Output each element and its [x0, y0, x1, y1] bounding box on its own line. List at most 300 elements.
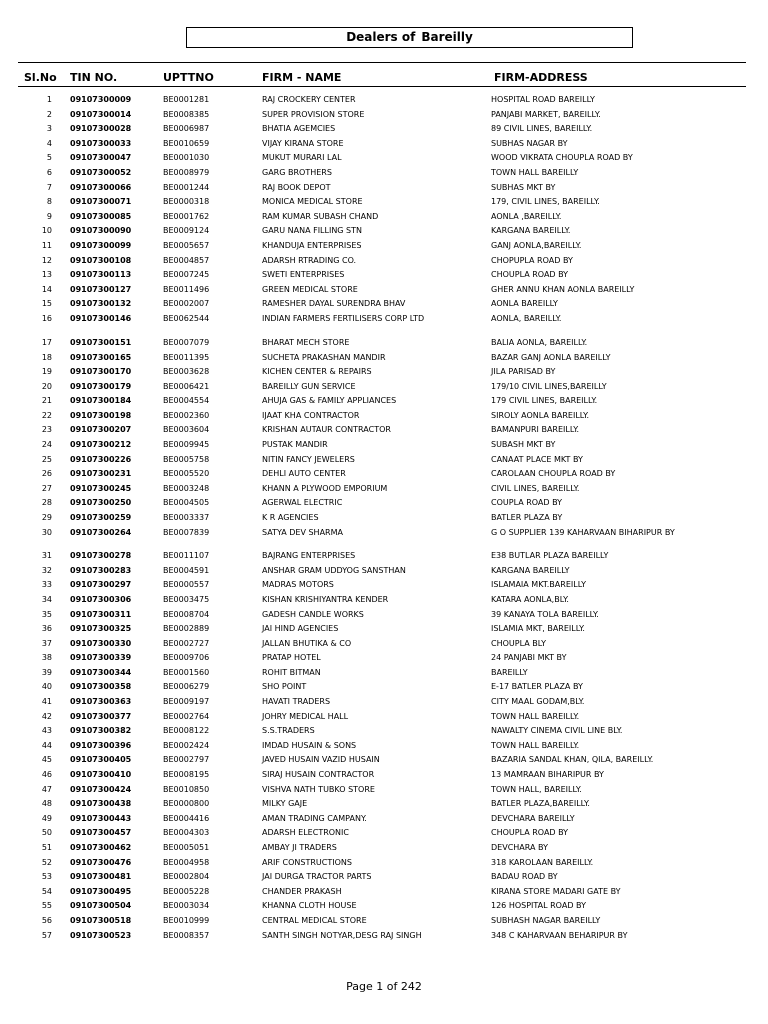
table-row: [0, 696, 768, 711]
row-tin: 09107300476: [70, 857, 132, 867]
row-tin: 09107300410: [70, 770, 132, 780]
row-tin: 09107300231: [70, 469, 132, 479]
row-tin: 09107300165: [70, 352, 132, 362]
row-upttno: BE0001244: [163, 182, 210, 192]
row-firm-address: KARGANA BAREILLY.: [491, 226, 571, 236]
row-tin: 09107300443: [70, 813, 132, 823]
row-firm-address: 126 HOSPITAL ROAD BY: [491, 901, 586, 911]
table-row: [0, 395, 768, 410]
row-upttno: BE0000318: [163, 197, 210, 207]
row-slno: 31: [41, 551, 52, 561]
row-tin: 09107300085: [70, 211, 132, 221]
row-upttno: BE0002727: [163, 638, 210, 648]
row-upttno: BE0008979: [163, 167, 210, 177]
row-firm-address: BAZAR GANJ AONLA BAREILLY: [491, 352, 611, 362]
table-row: [0, 109, 768, 124]
row-tin: 09107300504: [70, 901, 132, 911]
row-firm-name: RAJ CROCKERY CENTER: [262, 95, 356, 104]
row-upttno: BE0002764: [163, 711, 210, 721]
row-slno: 35: [41, 609, 52, 619]
row-firm-name: SUPER PROVISION STORE: [262, 109, 365, 119]
row-upttno: BE0005228: [163, 886, 210, 896]
row-tin: 09107300358: [70, 682, 132, 692]
row-tin: 09107300377: [70, 711, 132, 721]
row-slno: 1: [46, 95, 52, 104]
row-firm-address: E38 BUTLAR PLAZA BAREILLY: [491, 551, 609, 561]
row-slno: 45: [41, 755, 52, 765]
row-upttno: BE0002797: [163, 755, 210, 765]
page-title: [187, 30, 632, 44]
row-tin: 09107300363: [70, 697, 132, 707]
row-firm-name: VIJAY KIRANA STORE: [262, 138, 344, 148]
row-upttno: BE0003337: [163, 513, 210, 523]
row-tin: 09107300052: [70, 167, 132, 177]
row-firm-address: 179/10 CIVIL LINES,BAREILLY: [491, 381, 607, 391]
row-tin: 09107300146: [70, 313, 132, 323]
row-tin: 09107300108: [70, 255, 132, 265]
row-slno: 14: [41, 284, 52, 294]
title-box: [186, 27, 633, 48]
row-upttno: BE0005657: [163, 240, 210, 250]
row-slno: 37: [41, 638, 52, 648]
row-firm-address: TOWN HALL BAREILLY.: [491, 711, 580, 721]
row-slno: 8: [46, 197, 52, 207]
row-tin: 09107300259: [70, 513, 132, 523]
header-upttno: UPTTNO: [163, 71, 214, 84]
row-firm-name: JAVED HUSAIN VAZID HUSAIN: [262, 755, 380, 765]
row-firm-address: WOOD VIKRATA CHOUPLA ROAD BY: [491, 153, 633, 163]
table-row: [0, 410, 768, 425]
row-slno: 51: [41, 843, 52, 852]
row-upttno: BE0003628: [163, 367, 210, 377]
row-upttno: BE0009706: [163, 653, 210, 663]
row-upttno: BE0010659: [163, 138, 210, 148]
row-slno: 36: [41, 624, 52, 634]
table-row: [0, 915, 768, 930]
row-firm-name: K R AGENCIES: [262, 513, 319, 523]
table-row: [0, 550, 768, 565]
table-row: [0, 381, 768, 396]
row-slno: 9: [46, 211, 52, 221]
row-slno: 21: [41, 396, 52, 406]
row-upttno: BE0003248: [163, 483, 210, 493]
header-firm-address: FIRM-ADDRESS: [494, 71, 588, 84]
table-row: [0, 813, 768, 828]
row-firm-name: ANSHAR GRAM UDDYOG SANSTHAN: [262, 565, 406, 575]
row-firm-name: SUCHETA PRAKASHAN MANDIR: [262, 352, 386, 362]
row-firm-name: S.S.TRADERS: [262, 726, 315, 736]
row-tin: 09107300099: [70, 240, 132, 250]
row-firm-address: SUBASH MKT BY: [491, 440, 556, 450]
row-firm-address: CHOUPLA ROAD BY: [491, 828, 569, 838]
row-slno: 29: [41, 513, 52, 523]
row-slno: 27: [41, 483, 52, 493]
row-firm-address: 39 KANAYA TOLA BAREILLY.: [491, 609, 599, 619]
row-upttno: BE0002804: [163, 872, 210, 882]
row-slno: 26: [41, 469, 52, 479]
row-firm-address: KATARA AONLA,BLY.: [491, 594, 569, 604]
row-upttno: BE0004303: [163, 828, 210, 838]
row-upttno: BE0001560: [163, 667, 210, 677]
header-tin: TIN NO.: [70, 71, 118, 84]
row-firm-address: SIROLY AONLA BAREILLY.: [491, 410, 589, 420]
row-firm-name: GREEN MEDICAL STORE: [262, 284, 358, 294]
row-firm-name: JALLAN BHUTIKA & CO: [262, 638, 352, 648]
table-row: [0, 138, 768, 153]
row-tin: 09107300405: [70, 755, 132, 765]
row-firm-address: NAWALTY CINEMA CIVIL LINE BLY.: [491, 726, 623, 736]
row-slno: 16: [41, 313, 52, 323]
row-slno: 41: [41, 697, 52, 707]
table-row: [0, 886, 768, 901]
row-firm-name: GADESH CANDLE WORKS: [262, 609, 364, 619]
row-upttno: BE0003475: [163, 594, 210, 604]
table-row: [0, 609, 768, 624]
row-firm-address: KIRANA STORE MADARI GATE BY: [491, 886, 621, 896]
row-slno: 15: [41, 299, 52, 309]
table-row: [0, 667, 768, 682]
row-firm-address: AONLA, BAREILLY.: [491, 313, 562, 323]
table-row: [0, 313, 768, 337]
row-firm-name: KHANDUJA ENTERPRISES: [262, 240, 362, 250]
row-slno: 24: [41, 440, 52, 450]
row-tin: 09107300481: [70, 872, 132, 882]
row-firm-name: SHO POINT: [262, 682, 307, 692]
title-prefix: Dealers of: [346, 30, 416, 44]
row-firm-name: ADARSH RTRADING CO.: [262, 255, 357, 265]
row-firm-address: 179, CIVIL LINES, BAREILLY.: [491, 197, 600, 207]
table-row: [0, 638, 768, 653]
row-tin: 09107300179: [70, 381, 132, 391]
row-firm-name: CHANDER PRAKASH: [262, 886, 342, 896]
table-row: [0, 483, 768, 498]
row-slno: 46: [41, 770, 52, 780]
row-tin: 09107300014: [70, 109, 132, 119]
row-upttno: BE0001281: [163, 95, 210, 104]
row-firm-address: CHOPUPLA ROAD BY: [491, 255, 573, 265]
row-slno: 38: [41, 653, 52, 663]
table-row: [0, 842, 768, 857]
row-firm-name: IMDAD HUSAIN & SONS: [262, 740, 357, 750]
row-slno: 11: [41, 240, 52, 250]
row-tin: 09107300151: [70, 337, 132, 347]
row-upttno: BE0000557: [163, 580, 210, 590]
row-firm-name: RAM KUMAR SUBASH CHAND: [262, 211, 379, 221]
row-upttno: BE0009945: [163, 440, 210, 450]
row-firm-address: 24 PANJABI MKT BY: [491, 653, 567, 663]
table-row: [0, 337, 768, 352]
page-footer: Page 1 of 242: [346, 980, 422, 993]
table-row: [0, 439, 768, 454]
row-firm-address: SUBHAS NAGAR BY: [491, 138, 568, 148]
row-firm-name: RAMESHER DAYAL SURENDRA BHAV: [262, 299, 406, 309]
header-bottom-rule: [18, 86, 746, 87]
row-tin: 09107300113: [70, 270, 132, 280]
row-firm-address: SUBHASH NAGAR BAREILLY: [491, 915, 601, 925]
row-firm-address: CHOUPLA ROAD BY: [491, 270, 569, 280]
row-upttno: BE0003034: [163, 901, 210, 911]
row-upttno: BE0002007: [163, 299, 210, 309]
row-tin: 09107300264: [70, 527, 132, 537]
table-row: [0, 900, 768, 915]
row-tin: 09107300132: [70, 299, 132, 309]
row-firm-name: JOHRY MEDICAL HALL: [262, 711, 349, 721]
row-tin: 09107300066: [70, 182, 132, 192]
row-slno: 13: [41, 270, 52, 280]
row-tin: 09107300306: [70, 594, 132, 604]
table-row: [0, 623, 768, 638]
table-row: [0, 769, 768, 784]
row-firm-name: MONICA MEDICAL STORE: [262, 197, 363, 207]
row-firm-address: HOSPITAL ROAD BAREILLY: [491, 95, 595, 104]
row-upttno: BE0004416: [163, 813, 210, 823]
row-upttno: BE0006987: [163, 124, 210, 134]
row-firm-address: G O SUPPLIER 139 KAHARVAAN BIHARIPUR BY: [491, 527, 675, 537]
row-tin: 09107300457: [70, 828, 132, 838]
row-slno: 23: [41, 425, 52, 435]
title-place: Bareilly: [421, 30, 473, 44]
row-firm-name: SATYA DEV SHARMA: [262, 527, 343, 537]
row-upttno: BE0002360: [163, 410, 210, 420]
row-firm-address: CHOUPLA BLY: [491, 638, 547, 648]
row-firm-name: ARIF CONSTRUCTIONS: [262, 857, 352, 867]
row-slno: 57: [41, 930, 52, 940]
table-row: [0, 754, 768, 769]
row-firm-name: KRISHAN AUTAUR CONTRACTOR: [262, 425, 391, 435]
table-row: [0, 594, 768, 609]
row-tin: 09107300382: [70, 726, 132, 736]
row-upttno: BE0001762: [163, 211, 210, 221]
row-upttno: BE0007245: [163, 270, 210, 280]
table-row: [0, 497, 768, 512]
table-row: [0, 579, 768, 594]
table-row: [0, 711, 768, 726]
row-slno: 25: [41, 454, 52, 464]
dealer-table: [0, 94, 768, 954]
row-upttno: BE0062544: [163, 313, 210, 323]
row-firm-name: PUSTAK MANDIR: [262, 440, 328, 450]
row-tin: 09107300009: [70, 95, 132, 104]
row-slno: 54: [41, 886, 52, 896]
table-row: [0, 527, 768, 551]
row-tin: 09107300170: [70, 367, 132, 377]
row-tin: 09107300184: [70, 396, 132, 406]
row-firm-address: BAZARIA SANDAL KHAN, QILA, BAREILLY.: [491, 755, 654, 765]
row-tin: 09107300198: [70, 410, 132, 420]
table-row: [0, 366, 768, 381]
row-tin: 09107300311: [70, 609, 132, 619]
row-firm-name: PRATAP HOTEL: [262, 653, 321, 663]
row-firm-name: NITIN FANCY JEWELERS: [262, 454, 355, 464]
row-tin: 09107300278: [70, 551, 132, 561]
row-firm-name: HAVATI TRADERS: [262, 697, 331, 707]
table-row: [0, 725, 768, 740]
header-top-rule: [18, 62, 746, 63]
row-slno: 33: [41, 580, 52, 590]
table-row: [0, 784, 768, 799]
row-slno: 44: [41, 740, 52, 750]
row-upttno: BE0010999: [163, 915, 210, 925]
table-row: [0, 565, 768, 580]
table-row: [0, 211, 768, 226]
row-upttno: BE0011107: [163, 551, 210, 561]
table-row: [0, 871, 768, 886]
row-firm-address: BADAU ROAD BY: [491, 872, 558, 882]
table-row: [0, 930, 768, 954]
table-row: [0, 468, 768, 483]
table-row: [0, 652, 768, 667]
row-upttno: BE0008704: [163, 609, 210, 619]
row-firm-name: BAJRANG ENTERPRISES: [262, 551, 356, 561]
table-row: [0, 798, 768, 813]
row-firm-address: BAMANPURI BAREILLY.: [491, 425, 580, 435]
row-upttno: BE0003604: [163, 425, 210, 435]
row-tin: 09107300297: [70, 580, 132, 590]
row-firm-address: COUPLA ROAD BY: [491, 498, 563, 508]
row-slno: 20: [41, 381, 52, 391]
table-row: [0, 454, 768, 469]
row-slno: 56: [41, 915, 52, 925]
row-tin: 09107300495: [70, 886, 132, 896]
row-slno: 48: [41, 799, 52, 809]
row-tin: 09107300212: [70, 440, 132, 450]
row-slno: 19: [41, 367, 52, 377]
row-upttno: BE0000800: [163, 799, 210, 809]
table-row: [0, 167, 768, 182]
row-slno: 6: [46, 167, 52, 177]
row-firm-address: PANJABI MARKET, BAREILLY.: [491, 109, 601, 119]
row-upttno: BE0008357: [163, 930, 210, 940]
row-slno: 18: [41, 352, 52, 362]
table-row: [0, 94, 768, 109]
row-upttno: BE0011496: [163, 284, 210, 294]
row-firm-address: ISLAMAIA MKT.BAREILLY: [491, 580, 586, 590]
row-tin: 09107300438: [70, 799, 132, 809]
table-row: [0, 182, 768, 197]
row-upttno: BE0004505: [163, 498, 210, 508]
row-firm-address: KARGANA BAREILLY: [491, 565, 570, 575]
row-firm-address: TOWN HALL BAREILLY: [491, 167, 579, 177]
row-tin: 09107300344: [70, 667, 132, 677]
row-tin: 09107300424: [70, 784, 132, 794]
row-firm-address: 348 C KAHARVAAN BEHARIPUR BY: [491, 930, 628, 940]
row-firm-name: AMBAY JI TRADERS: [262, 843, 337, 852]
row-slno: 4: [46, 138, 52, 148]
row-firm-address: JILA PARISAD BY: [491, 367, 556, 377]
row-slno: 55: [41, 901, 52, 911]
row-firm-name: VISHVA NATH TUBKO STORE: [262, 784, 375, 794]
row-slno: 53: [41, 872, 52, 882]
header-slno: Sl.No: [24, 71, 57, 84]
row-slno: 40: [41, 682, 52, 692]
row-tin: 09107300396: [70, 740, 132, 750]
table-row: [0, 240, 768, 255]
table-row: [0, 123, 768, 138]
row-slno: 2: [46, 109, 52, 119]
row-slno: 52: [41, 857, 52, 867]
row-firm-name: KHANN A PLYWOOD EMPORIUM: [262, 483, 388, 493]
row-slno: 34: [41, 594, 52, 604]
row-slno: 39: [41, 667, 52, 677]
table-row: [0, 681, 768, 696]
row-firm-address: CIVIL LINES, BAREILLY.: [491, 483, 580, 493]
row-upttno: BE0005758: [163, 454, 210, 464]
row-upttno: BE0005520: [163, 469, 210, 479]
table-row: [0, 512, 768, 527]
row-tin: 09107300127: [70, 284, 132, 294]
row-upttno: BE0006421: [163, 381, 210, 391]
row-firm-name: JAI DURGA TRACTOR PARTS: [262, 872, 372, 882]
table-row: [0, 269, 768, 284]
row-slno: 7: [46, 182, 52, 192]
row-slno: 50: [41, 828, 52, 838]
row-slno: 22: [41, 410, 52, 420]
row-slno: 5: [46, 153, 52, 163]
row-firm-name: CENTRAL MEDICAL STORE: [262, 915, 367, 925]
row-slno: 30: [41, 527, 52, 537]
row-firm-address: 89 CIVIL LINES, BAREILLY.: [491, 124, 593, 134]
row-firm-name: MILKY GAJE: [262, 799, 308, 809]
row-upttno: BE0001030: [163, 153, 210, 163]
row-tin: 09107300250: [70, 498, 132, 508]
row-tin: 09107300226: [70, 454, 132, 464]
row-firm-name: SWETI ENTERPRISES: [262, 270, 345, 280]
table-row: [0, 740, 768, 755]
row-slno: 17: [41, 337, 52, 347]
row-firm-name: MADRAS MOTORS: [262, 580, 334, 590]
row-upttno: BE0005051: [163, 843, 210, 852]
row-tin: 09107300090: [70, 226, 132, 236]
table-row: [0, 857, 768, 872]
row-firm-name: ROHIT BITMAN: [262, 667, 321, 677]
row-tin: 09107300071: [70, 197, 132, 207]
row-firm-name: KHANNA CLOTH HOUSE: [262, 901, 357, 911]
row-slno: 49: [41, 813, 52, 823]
table-row: [0, 284, 768, 299]
row-upttno: BE0006279: [163, 682, 210, 692]
row-firm-address: TOWN HALL, BAREILLY.: [491, 784, 582, 794]
row-firm-name: AMAN TRADING CAMPANY.: [262, 813, 367, 823]
row-firm-address: GANJ AONLA,BAREILLY.: [491, 240, 582, 250]
row-firm-address: BALIA AONLA, BAREILLY.: [491, 337, 588, 347]
row-firm-address: 318 KAROLAAN BAREILLY.: [491, 857, 594, 867]
row-firm-name: INDIAN FARMERS FERTILISERS CORP LTD: [262, 313, 425, 323]
row-upttno: BE0007839: [163, 527, 210, 537]
row-firm-address: CITY MAAL GODAM,BLY.: [491, 697, 585, 707]
row-tin: 09107300518: [70, 915, 132, 925]
row-firm-address: BAREILLY: [491, 667, 528, 677]
table-row: [0, 152, 768, 167]
table-row: [0, 298, 768, 313]
row-firm-address: CAROLAAN CHOUPLA ROAD BY: [491, 469, 616, 479]
row-firm-address: CANAAT PLACE MKT BY: [491, 454, 583, 464]
row-upttno: BE0010850: [163, 784, 210, 794]
row-firm-address: TOWN HALL BAREILLY.: [491, 740, 580, 750]
row-firm-name: AHUJA GAS & FAMILY APPLIANCES: [262, 396, 397, 406]
row-firm-name: GARG BROTHERS: [262, 167, 332, 177]
row-tin: 09107300325: [70, 624, 132, 634]
row-firm-name: AGERWAL ELECTRIC: [262, 498, 343, 508]
row-firm-name: KISHAN KRISHIYANTRA KENDER: [262, 594, 389, 604]
row-firm-name: BHATIA AGEMCIES: [262, 124, 336, 134]
row-tin: 09107300523: [70, 930, 132, 940]
row-tin: 09107300028: [70, 124, 132, 134]
row-upttno: BE0004958: [163, 857, 210, 867]
row-firm-address: E-17 BATLER PLAZA BY: [491, 682, 583, 692]
row-tin: 09107300245: [70, 483, 132, 493]
row-firm-name: ADARSH ELECTRONIC: [262, 828, 349, 838]
row-firm-address: AONLA ,BAREILLY.: [491, 211, 562, 221]
